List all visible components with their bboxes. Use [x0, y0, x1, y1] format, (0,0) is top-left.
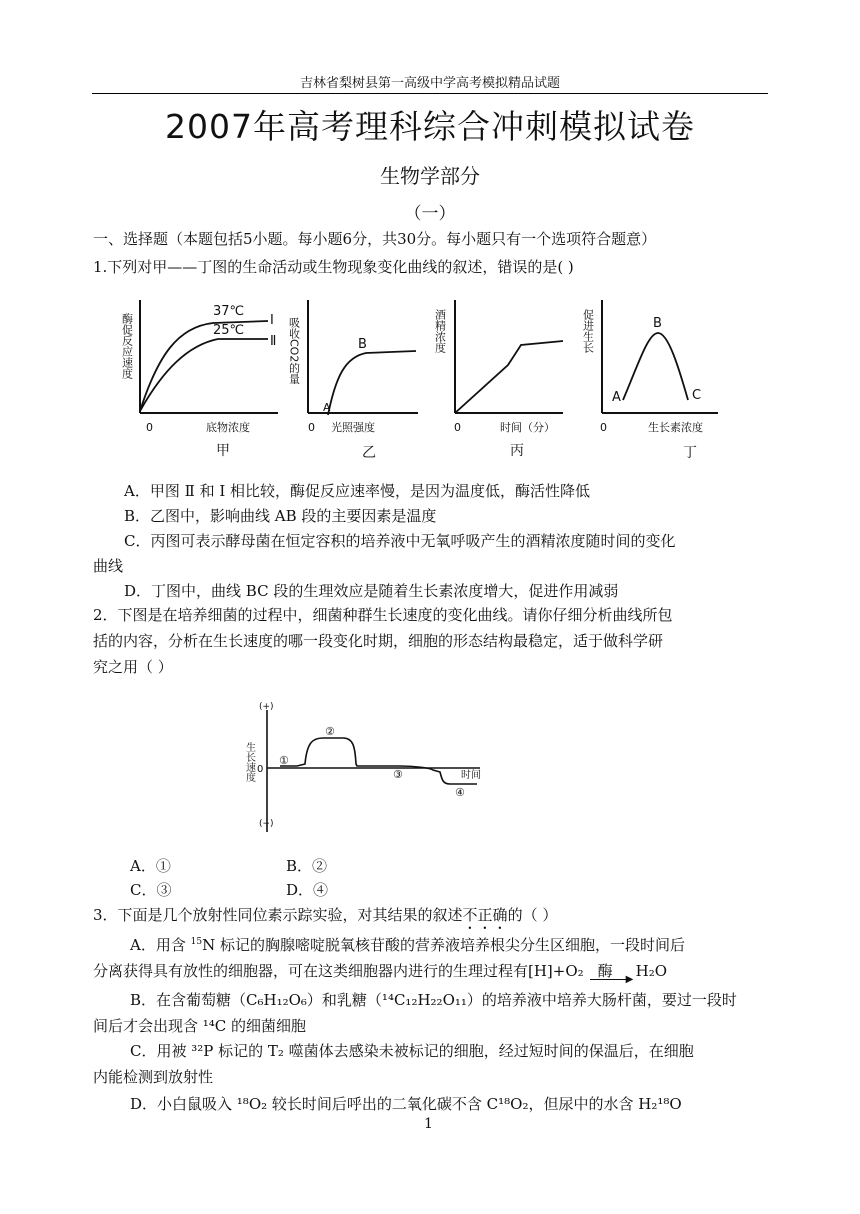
yi-point-b: B	[358, 337, 367, 352]
jia-label2: Ⅱ	[270, 334, 277, 349]
bing-ylabel: 酒精浓度	[433, 309, 447, 353]
q2-stem-line2: 括的内容，分析在生长速度的哪一段变化时期，细胞的形态结构最稳定，适于做科学研	[93, 632, 664, 650]
page-title: 2007年高考理科综合冲刺模拟试卷	[165, 107, 695, 146]
ding-caption: 丁	[683, 445, 697, 461]
q2-option-c: C．③	[130, 881, 172, 899]
q2-stem-line1: 2．下图是在培养细菌的过程中，细菌种群生长速度的变化曲线。请你仔细分析曲线所包	[93, 606, 673, 624]
yi-ylabel: 吸收CO2的量	[287, 317, 301, 385]
arrow-head: ▶	[625, 974, 634, 985]
q3-option-b-line2: 间后才会出现含 ¹⁴C 的细菌细胞	[93, 1017, 307, 1035]
q2-plus: (+)	[259, 702, 274, 712]
ding-xlabel: 生长素浓度	[648, 421, 703, 434]
bing-origin: 0	[454, 421, 461, 434]
ding-origin: 0	[600, 421, 607, 434]
yi-xlabel: 光照强度	[331, 421, 375, 434]
jia-ylabel: 酶促反应速度	[120, 313, 134, 379]
jia-curve2-label: 25℃	[213, 323, 245, 338]
q3-option-d: D．小白鼠吸入 ¹⁸O₂ 较长时间后呼出的二氧化碳不含 C¹⁸O₂，但尿中的水含 H₂¹⁸O	[130, 1095, 682, 1113]
jia-xlabel: 底物浓度	[206, 421, 250, 434]
subtitle: 生物学部分	[380, 164, 480, 188]
enzyme-arrow	[590, 960, 636, 985]
figure-ding	[582, 300, 719, 461]
q3-option-a-line2	[93, 960, 668, 985]
q2-minus: (−)	[259, 819, 274, 829]
q3-option-c-line1: C．用被 ³²P 标记的 T₂ 噬菌体去感染未被标记的细胞，经过短时间的保温后，在细胞	[130, 1042, 694, 1060]
bing-caption: 丙	[510, 443, 524, 459]
q2-marker-4: ④	[455, 786, 465, 799]
q3-option-c-line2: 内能检测到放射性	[93, 1068, 214, 1086]
q2-origin: 0	[257, 764, 264, 775]
q2-ylabel: 生长速度	[243, 742, 255, 782]
q1-option-d: D．丁图中，曲线 BC 段的生理效应是随着生长素浓度增大，促进作用减弱	[124, 582, 619, 600]
jia-curve1-label: 37℃	[213, 304, 245, 319]
q2-marker-1: ①	[279, 754, 289, 767]
yi-caption: 乙	[362, 445, 376, 461]
q3-option-a-line1	[130, 934, 685, 955]
q2-figure	[245, 700, 495, 840]
q3-a-line2-text: 分离获得具有放性的细胞器，可在这类细胞器内进行的生理过程有[H]+O₂	[93, 962, 584, 980]
page-header: 吉林省梨树县第一高级中学高考模拟精品试题	[299, 76, 560, 91]
jia-caption: 甲	[216, 443, 230, 459]
yi-point-a: A	[323, 401, 331, 414]
yi-origin: 0	[308, 421, 315, 434]
q1-option-b: B．乙图中，影响曲线 AB 段的主要因素是温度	[124, 507, 437, 525]
q3-option-b-line1: B．在含葡萄糖（C₆H₁₂O₆）和乳糖（¹⁴C₁₂H₂₂O₁₁）的培养液中培养大肠杆菌，要过一段时	[130, 991, 737, 1009]
q3-a-product: H₂O	[635, 962, 668, 980]
q2-xlabel: 时间	[461, 770, 481, 781]
q1-option-a: A．甲图 Ⅱ 和 Ⅰ 相比较，酶促反应速率慢，是因为温度低，酶活性降低	[124, 482, 591, 500]
ding-point-b: B	[653, 316, 662, 331]
ding-point-a: A	[612, 390, 621, 405]
q3-stem	[93, 904, 557, 933]
bing-xlabel: 时间（分）	[500, 421, 555, 434]
q1-option-c-line1: C．丙图可表示酵母菌在恒定容积的培养液中无氧呼吸产生的酒精浓度随时间的变化	[124, 532, 676, 550]
q2-option-d: D．④	[286, 881, 329, 899]
q1-option-c-line2: 曲线	[93, 557, 124, 575]
q2-marker-2: ②	[325, 725, 335, 738]
page-number: 1	[424, 1116, 433, 1132]
enzyme-label: 酶	[597, 962, 613, 980]
q2-option-a: A．①	[130, 857, 171, 875]
q1-stem: 1.下列对甲——丁图的生命活动或生物现象变化曲线的叙述，错误的是( )	[93, 258, 574, 276]
figure-bing	[434, 300, 564, 459]
q2-option-b: B．②	[286, 857, 328, 875]
q3-a-rest: N 标记的胸腺嘧啶脱氧核苷酸的营养液培养根尖分生区细胞，一段时间后	[202, 936, 685, 954]
q3-a-prefix: A．用含	[130, 936, 191, 954]
ding-ylabel: 促进生长	[581, 309, 595, 353]
figure-yi	[288, 300, 419, 461]
q1-figures	[118, 295, 718, 470]
q2-stem-line3: 究之用（ ）	[93, 658, 173, 676]
header-rule	[92, 93, 768, 94]
arrow-line	[590, 979, 630, 980]
jia-label1: Ⅰ	[270, 313, 274, 328]
q3-stem-end: 的（ ）	[507, 906, 558, 924]
q3-a-isotope: 15	[190, 937, 203, 947]
ding-point-c: C	[692, 388, 702, 403]
jia-origin: 0	[146, 421, 153, 434]
part-label: （一）	[404, 204, 456, 224]
q3-stem-emphasis: 不正确	[462, 906, 508, 924]
q3-stem-start: 3．下面是几个放射性同位素示踪实验，对其结果的叙述	[93, 906, 463, 924]
section-heading: 一、选择题（本题包括5小题。每小题6分，共30分。每小题只有一个选项符合题意）	[93, 230, 657, 248]
figure-jia	[121, 300, 279, 459]
q2-marker-3: ③	[393, 768, 403, 781]
